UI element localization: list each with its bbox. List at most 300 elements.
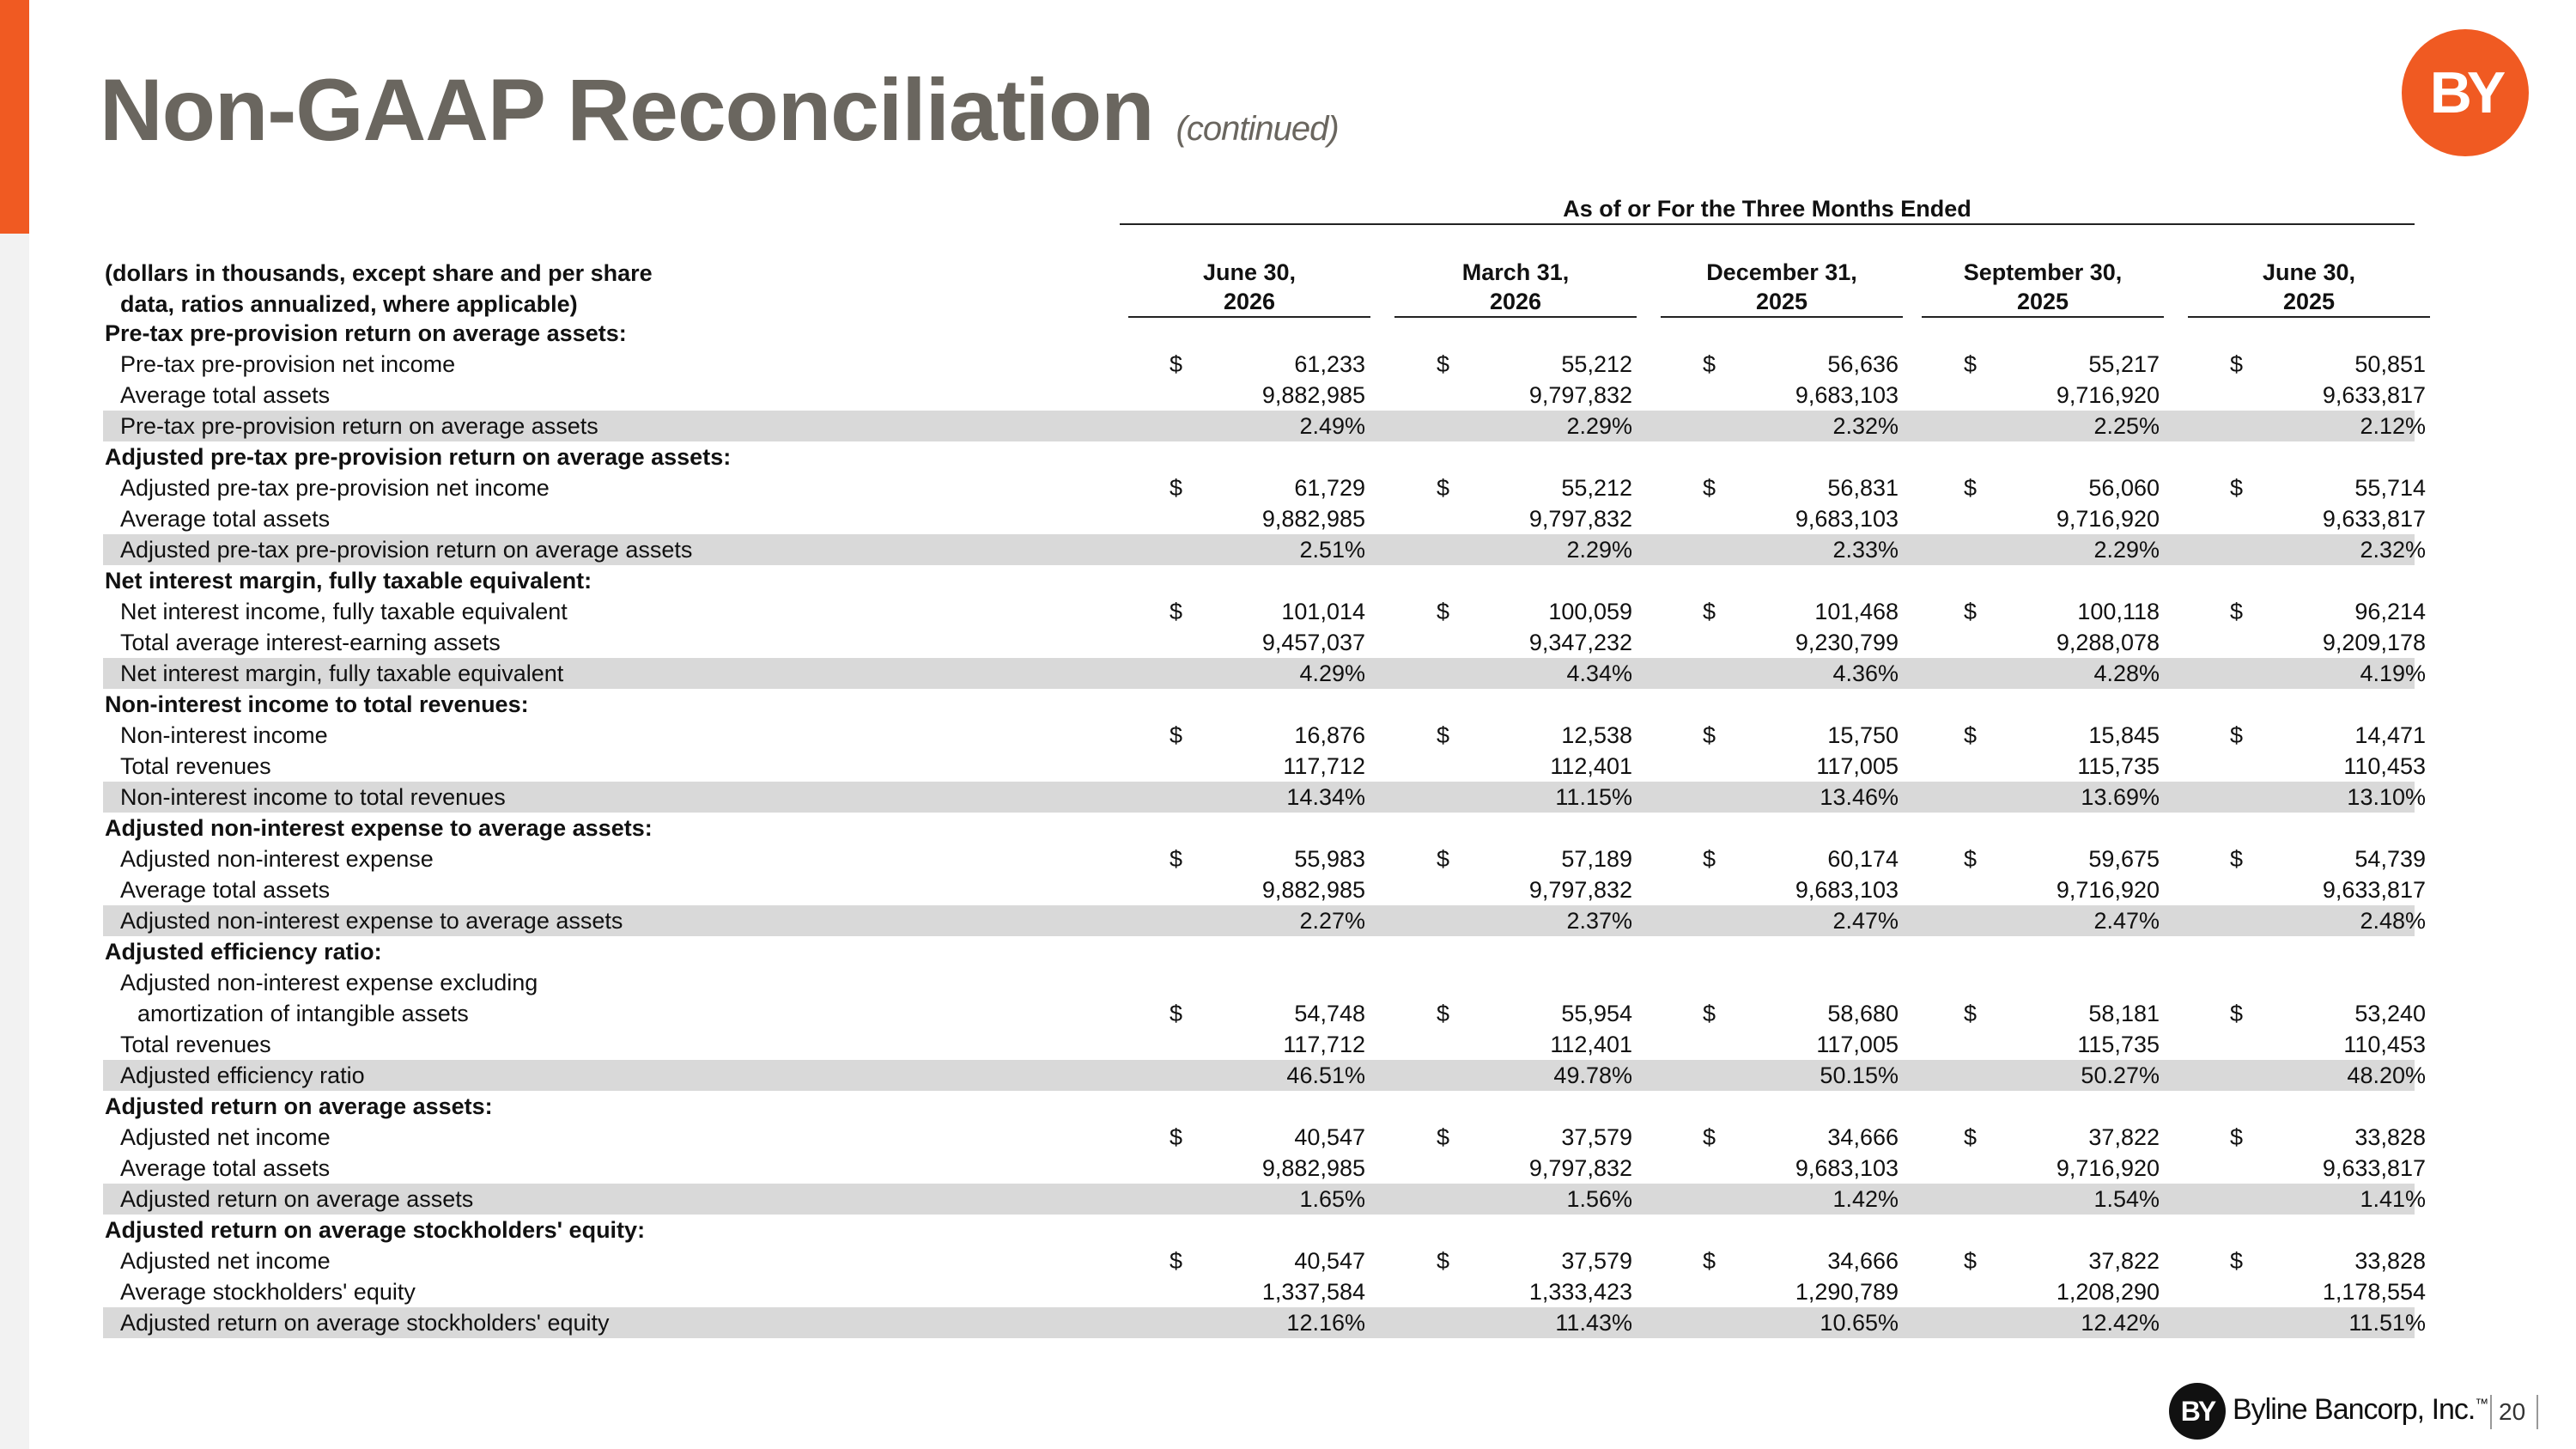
cell-value: 9,716,920 [2056, 506, 2160, 532]
cell-value: 61,729 [1294, 475, 1365, 501]
column-header [1922, 258, 2164, 318]
cell-value: 2.32% [1832, 413, 1899, 439]
table-cell [1170, 658, 1365, 689]
cell-value: 2.29% [1566, 537, 1632, 563]
cell-value: 16,876 [1294, 722, 1365, 748]
cell-value: 2.27% [1299, 908, 1365, 934]
cell-value: 9,288,078 [2056, 630, 2160, 655]
cell-value: 1,290,789 [1795, 1279, 1899, 1305]
table-cell [2230, 627, 2426, 658]
table-cell [1964, 596, 2160, 627]
table-cell [1703, 1245, 1899, 1276]
table-row [103, 596, 2426, 627]
dollar-sign: $ [1964, 1001, 1978, 1026]
table-row [103, 627, 2426, 658]
cell-value: 2.12% [2360, 413, 2426, 439]
table-row [103, 1122, 2426, 1153]
table-cell [2230, 596, 2426, 627]
table-cell [1703, 349, 1899, 380]
cell-value: 1.65% [1299, 1186, 1365, 1212]
table-cell [2230, 782, 2426, 813]
cell-value: 58,680 [1827, 1001, 1899, 1026]
table-cell [1437, 782, 1632, 813]
table-cell [1170, 627, 1365, 658]
table-cell [1703, 751, 1899, 782]
table-cell [2230, 720, 2426, 751]
table-cell [1170, 1060, 1365, 1091]
table-cell [1437, 472, 1632, 503]
table-cell [1964, 720, 2160, 751]
table-row [103, 1276, 2426, 1307]
row-label: Pre-tax pre-provision return on average assets [120, 413, 598, 439]
column-header [1128, 258, 1370, 318]
cell-value: 37,822 [2088, 1248, 2160, 1274]
table-cell [1170, 503, 1365, 534]
page-title-text: Non-GAAP Reconciliation [100, 61, 1154, 159]
dollar-sign: $ [1437, 475, 1450, 501]
table-cell [2230, 1307, 2426, 1338]
cell-value: 55,714 [2354, 475, 2426, 501]
cell-value: 49.78% [1553, 1062, 1632, 1088]
table-cell [1703, 411, 1899, 441]
table-cell [1437, 596, 1632, 627]
table-cell [1703, 1153, 1899, 1184]
row-label: Adjusted efficiency ratio: [105, 939, 382, 965]
table-cell [1964, 843, 2160, 874]
cell-value: 1,208,290 [2056, 1279, 2160, 1305]
cell-value: 54,739 [2354, 846, 2426, 872]
table-row [103, 874, 2426, 905]
cell-value: 1.56% [1566, 1186, 1632, 1212]
table-cell [2230, 380, 2426, 411]
table-cell [2230, 503, 2426, 534]
cell-value: 9,683,103 [1795, 877, 1899, 903]
table-cell [1170, 905, 1365, 936]
section-heading-row [103, 565, 2415, 596]
dollar-sign: $ [2230, 846, 2244, 872]
table-row [103, 751, 2426, 782]
table-row [103, 411, 2426, 441]
cell-value: 9,882,985 [1261, 506, 1365, 532]
dollar-sign: $ [1170, 846, 1183, 872]
section-heading-row [103, 318, 2415, 349]
cell-value: 34,666 [1827, 1124, 1899, 1150]
table-cell [1437, 720, 1632, 751]
cell-value: 9,797,832 [1528, 1155, 1632, 1181]
table-row [103, 380, 2426, 411]
table-cell [2230, 843, 2426, 874]
table-row [103, 658, 2426, 689]
column-header-line2: 2025 [1755, 289, 1808, 314]
column-header-line1: March 31, [1461, 259, 1570, 285]
side-strip [0, 234, 29, 1449]
row-label [103, 967, 538, 1029]
row-label: Non-interest income [120, 722, 328, 748]
table-cell [1437, 1276, 1632, 1307]
dollar-sign: $ [1964, 1124, 1978, 1150]
cell-value: 14,471 [2354, 722, 2426, 748]
row-label: Adjusted net income [120, 1124, 331, 1150]
table-cell [2230, 1184, 2426, 1215]
cell-value: 12,538 [1561, 722, 1632, 748]
table-cell [1703, 503, 1899, 534]
cell-value: 13.46% [1820, 784, 1899, 810]
row-label: Adjusted non-interest expense to average assets: [105, 815, 653, 841]
cell-value: 2.51% [1299, 537, 1365, 563]
row-label: Pre-tax pre-provision return on average assets: [105, 320, 627, 346]
table-cell [1437, 534, 1632, 565]
cell-value: 58,181 [2088, 1001, 2160, 1026]
accent-bar [0, 0, 29, 234]
dollar-sign: $ [1703, 1124, 1716, 1150]
dollar-sign: $ [1703, 475, 1716, 501]
cell-value: 4.28% [2093, 661, 2160, 686]
table-cell [2230, 1245, 2426, 1276]
table-cell [1964, 1122, 2160, 1153]
dollar-sign: $ [1964, 475, 1978, 501]
table-cell [1437, 905, 1632, 936]
table-cell [1964, 1184, 2160, 1215]
cell-value: 9,683,103 [1795, 506, 1899, 532]
table-row [103, 534, 2426, 565]
table-cell [2230, 1276, 2426, 1307]
column-header-line2: 2025 [2282, 289, 2336, 314]
description-header [105, 258, 706, 320]
table-row [103, 720, 2426, 751]
cell-value: 110,453 [2343, 1032, 2426, 1057]
row-label: Net interest margin, fully taxable equivalent [120, 661, 564, 686]
table-cell [1964, 411, 2160, 441]
table-cell [1964, 380, 2160, 411]
table-cell [1170, 843, 1365, 874]
table-cell [2230, 1029, 2426, 1060]
table-cell [1703, 1122, 1899, 1153]
dollar-sign: $ [1964, 1248, 1978, 1274]
table-cell [1437, 1307, 1632, 1338]
table-cell [1703, 1307, 1899, 1338]
row-label: Average total assets [120, 877, 331, 903]
cell-value: 96,214 [2354, 599, 2426, 624]
dollar-sign: $ [1703, 351, 1716, 377]
table-cell [2230, 905, 2426, 936]
table-cell [1170, 1029, 1365, 1060]
footer-divider [2490, 1395, 2492, 1429]
cell-value: 12.42% [2081, 1310, 2160, 1336]
cell-value: 54,748 [1294, 1001, 1365, 1026]
table-cell [1964, 1276, 2160, 1307]
table-cell [1437, 503, 1632, 534]
table-cell [1964, 998, 2160, 1029]
table-cell [1703, 658, 1899, 689]
row-label: Adjusted return on average stockholders' equity: [105, 1217, 646, 1243]
cell-value: 101,014 [1281, 599, 1365, 624]
table-row [103, 782, 2426, 813]
section-heading-row [103, 1215, 2415, 1245]
dollar-sign: $ [2230, 351, 2244, 377]
section-heading-row [103, 936, 2415, 967]
row-label: Adjusted return on average assets [120, 1186, 474, 1212]
dollar-sign: $ [1437, 722, 1450, 748]
column-header-line2: 2025 [2016, 289, 2069, 314]
table-cell [1964, 1029, 2160, 1060]
table-cell [1964, 503, 2160, 534]
cell-value: 55,983 [1294, 846, 1365, 872]
dollar-sign: $ [1437, 1248, 1450, 1274]
column-header-line1: December 31, [1706, 259, 1857, 285]
cell-value: 117,005 [1816, 1032, 1899, 1057]
dollar-sign: $ [1170, 475, 1183, 501]
table-cell [1964, 1307, 2160, 1338]
cell-value: 117,712 [1283, 1032, 1365, 1057]
table-cell [1437, 627, 1632, 658]
cell-value: 9,347,232 [1528, 630, 1632, 655]
table-cell [1964, 472, 2160, 503]
cell-value: 11.51% [2348, 1310, 2426, 1336]
cell-value: 55,212 [1561, 475, 1632, 501]
dollar-sign: $ [1703, 1248, 1716, 1274]
description-header-line1: (dollars in thousands, except share and per share [105, 260, 653, 286]
cell-value: 13.10% [2347, 784, 2426, 810]
table-cell [1170, 1307, 1365, 1338]
table-cell [1703, 843, 1899, 874]
table-cell [1703, 905, 1899, 936]
table-row [103, 1060, 2426, 1091]
row-label: Net interest margin, fully taxable equivalent: [105, 568, 592, 594]
cell-value: 59,675 [2088, 846, 2160, 872]
cell-value: 1,337,584 [1261, 1279, 1365, 1305]
cell-value: 100,059 [1548, 599, 1632, 624]
table-cell [1170, 998, 1365, 1029]
column-header-line1: June 30, [2262, 259, 2356, 285]
cell-value: 46.51% [1286, 1062, 1365, 1088]
dollar-sign: $ [1964, 599, 1978, 624]
table-cell [1437, 411, 1632, 441]
table-cell [2230, 998, 2426, 1029]
table-row [103, 905, 2426, 936]
dollar-sign: $ [1437, 1124, 1450, 1150]
period-header: As of or For the Three Months Ended [1120, 194, 2415, 225]
table-cell [1703, 534, 1899, 565]
dollar-sign: $ [1437, 846, 1450, 872]
cell-value: 40,547 [1294, 1124, 1365, 1150]
description-header-line2: data, ratios annualized, where applicable) [120, 291, 578, 317]
cell-value: 9,797,832 [1528, 877, 1632, 903]
cell-value: 2.33% [1832, 537, 1899, 563]
column-header-line1: June 30, [1202, 259, 1297, 285]
table-cell [1964, 534, 2160, 565]
cell-value: 9,209,178 [2322, 630, 2426, 655]
cell-value: 9,882,985 [1261, 1155, 1365, 1181]
cell-value: 2.29% [1566, 413, 1632, 439]
dollar-sign: $ [2230, 722, 2244, 748]
table-cell [1170, 349, 1365, 380]
column-header-line2: 2026 [1223, 289, 1276, 314]
table-cell [1703, 782, 1899, 813]
table-cell [1437, 349, 1632, 380]
row-label: Non-interest income to total revenues [120, 784, 506, 810]
cell-value: 2.25% [2093, 413, 2160, 439]
table-cell [1964, 627, 2160, 658]
row-label: Adjusted non-interest expense to average assets [120, 908, 623, 934]
dollar-sign: $ [1703, 722, 1716, 748]
table-row [103, 1184, 2426, 1215]
section-heading-row [103, 1091, 2415, 1122]
cell-value: 13.69% [2081, 784, 2160, 810]
table-cell [1170, 472, 1365, 503]
table-cell [1437, 1153, 1632, 1184]
table-row [103, 472, 2426, 503]
table-cell [1964, 782, 2160, 813]
row-label: Total revenues [120, 1032, 271, 1057]
cell-value: 10.65% [1820, 1310, 1899, 1336]
cell-value: 2.47% [1832, 908, 1899, 934]
cell-value: 9,633,817 [2322, 382, 2426, 408]
cell-value: 9,882,985 [1261, 877, 1365, 903]
row-label: Average total assets [120, 382, 331, 408]
table-cell [1437, 998, 1632, 1029]
cell-value: 9,797,832 [1528, 382, 1632, 408]
table-cell [1964, 658, 2160, 689]
cell-value: 1.42% [1832, 1186, 1899, 1212]
cell-value: 56,060 [2088, 475, 2160, 501]
cell-value: 4.29% [1299, 661, 1365, 686]
cell-value: 9,797,832 [1528, 506, 1632, 532]
dollar-sign: $ [1703, 1001, 1716, 1026]
row-label: Adjusted pre-tax pre-provision return on average assets [120, 537, 693, 563]
cell-value: 50.15% [1820, 1062, 1899, 1088]
cell-value: 37,822 [2088, 1124, 2160, 1150]
table-cell [2230, 1060, 2426, 1091]
table-cell [1437, 658, 1632, 689]
dollar-sign: $ [1170, 599, 1183, 624]
row-label: Average total assets [120, 506, 331, 532]
cell-value: 11.15% [1555, 784, 1632, 810]
dollar-sign: $ [1437, 1001, 1450, 1026]
table-cell [1170, 411, 1365, 441]
cell-value: 57,189 [1561, 846, 1632, 872]
cell-value: 14.34% [1286, 784, 1365, 810]
footer-company-name [2233, 1393, 2488, 1427]
table-cell [1703, 1276, 1899, 1307]
table-row [103, 967, 2426, 1029]
table-row [103, 1153, 2426, 1184]
table-cell [2230, 411, 2426, 441]
row-label: Average total assets [120, 1155, 331, 1181]
column-header [1394, 258, 1637, 318]
cell-value: 50,851 [2354, 351, 2426, 377]
cell-value: 9,683,103 [1795, 382, 1899, 408]
row-label: Adjusted non-interest expense [120, 846, 434, 872]
dollar-sign: $ [1170, 1248, 1183, 1274]
row-label: Pre-tax pre-provision net income [120, 351, 456, 377]
dollar-sign: $ [1964, 722, 1978, 748]
table-cell [1170, 534, 1365, 565]
table-cell [1964, 349, 2160, 380]
column-header-line2: 2026 [1489, 289, 1542, 314]
cell-value: 48.20% [2347, 1062, 2426, 1088]
table-cell [1170, 874, 1365, 905]
dollar-sign: $ [2230, 1001, 2244, 1026]
cell-value: 9,882,985 [1261, 382, 1365, 408]
footer-logo-icon: BY [2169, 1383, 2226, 1440]
table-cell [1437, 874, 1632, 905]
cell-value: 9,633,817 [2322, 877, 2426, 903]
table-cell [1170, 1276, 1365, 1307]
table-cell [2230, 751, 2426, 782]
table-cell [1170, 1184, 1365, 1215]
cell-value: 100,118 [2077, 599, 2160, 624]
cell-value: 40,547 [1294, 1248, 1365, 1274]
row-label: Adjusted pre-tax pre-provision net income [120, 475, 550, 501]
cell-value: 37,579 [1561, 1248, 1632, 1274]
table-cell [1170, 380, 1365, 411]
cell-value: 15,750 [1827, 722, 1899, 748]
table-cell [1703, 380, 1899, 411]
cell-value: 2.49% [1299, 413, 1365, 439]
dollar-sign: $ [2230, 475, 2244, 501]
cell-value: 11.43% [1555, 1310, 1632, 1336]
footer-company-mark: ™ [2475, 1397, 2488, 1412]
cell-value: 60,174 [1827, 846, 1899, 872]
table-row [103, 349, 2426, 380]
table-cell [1964, 1153, 2160, 1184]
cell-value: 1.41% [2360, 1186, 2426, 1212]
table-cell [1170, 782, 1365, 813]
cell-value: 34,666 [1827, 1248, 1899, 1274]
cell-value: 2.48% [2360, 908, 2426, 934]
dollar-sign: $ [1703, 599, 1716, 624]
row-label: Adjusted pre-tax pre-provision return on average assets: [105, 444, 732, 470]
cell-value: 4.34% [1566, 661, 1632, 686]
table-cell [2230, 349, 2426, 380]
table-cell [2230, 1153, 2426, 1184]
footer-divider [2537, 1395, 2538, 1429]
row-label: Adjusted return on average stockholders' equity [120, 1310, 610, 1336]
cell-value: 2.32% [2360, 537, 2426, 563]
cell-value: 56,636 [1827, 351, 1899, 377]
cell-value: 4.19% [2360, 661, 2426, 686]
table-cell [1964, 751, 2160, 782]
cell-value: 61,233 [1294, 351, 1365, 377]
table-cell [1437, 1184, 1632, 1215]
table-cell [2230, 534, 2426, 565]
table-row [103, 1307, 2426, 1338]
cell-value: 55,954 [1561, 1001, 1632, 1026]
table-cell [1437, 843, 1632, 874]
cell-value: 9,230,799 [1795, 630, 1899, 655]
row-label: Adjusted efficiency ratio [120, 1062, 365, 1088]
cell-value: 115,735 [2077, 753, 2160, 779]
cell-value: 2.29% [2093, 537, 2160, 563]
row-label: Total average interest-earning assets [120, 630, 501, 655]
cell-value: 37,579 [1561, 1124, 1632, 1150]
table-cell [2230, 874, 2426, 905]
table-cell [1964, 1060, 2160, 1091]
cell-value: 56,831 [1827, 475, 1899, 501]
section-heading-row [103, 441, 2415, 472]
cell-value: 9,716,920 [2056, 877, 2160, 903]
footer-company-text: Byline Bancorp, Inc. [2233, 1393, 2476, 1426]
cell-value: 9,683,103 [1795, 1155, 1899, 1181]
table-cell [1703, 874, 1899, 905]
reconciliation-table [103, 318, 2426, 1338]
section-heading-row [103, 689, 2415, 720]
row-label: Average stockholders' equity [120, 1279, 416, 1305]
dollar-sign: $ [1437, 351, 1450, 377]
column-header [2188, 258, 2430, 318]
table-cell [2230, 658, 2426, 689]
dollar-sign: $ [1170, 351, 1183, 377]
